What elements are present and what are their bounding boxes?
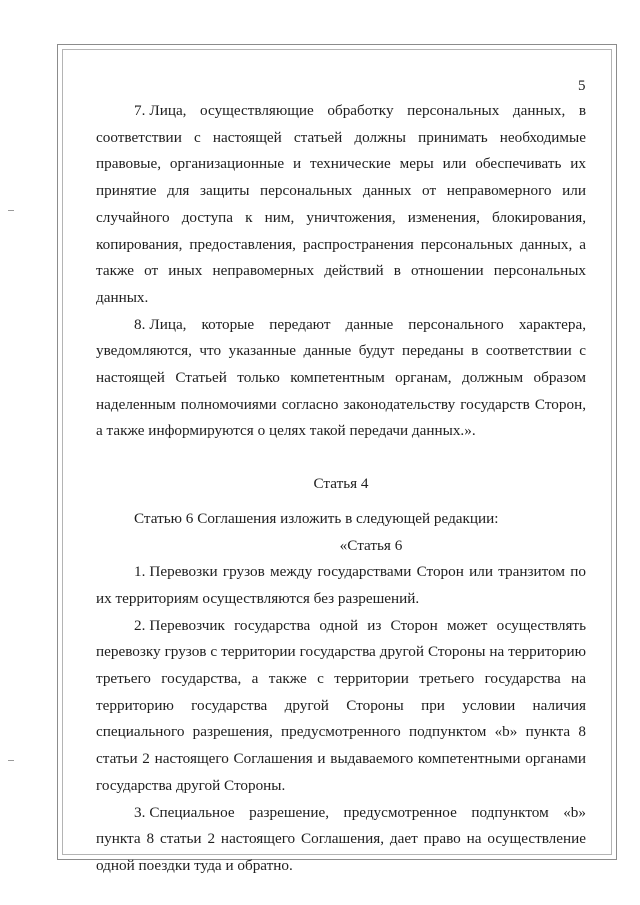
paragraph-text: Лица, которые передают данные персонального характера, уведомляются, что указанные данные будут переданы в соответствии с настоящей Статьей только компетентным органам, должным образом наделенным полномочиями согласно законодательству государств Сторон, а также информируются о целях такой передачи данных.». bbox=[96, 315, 586, 440]
paragraph-7 bbox=[96, 98, 586, 312]
paragraph-text: Лица, осуществляющие обработку персональных данных, в соответствии с настоящей статьей должны принимать необходимые правовые, организационные и технические меры или обеспечивать их принятие для защиты персональных данных от неправомерного или случайного доступа к ним, уничтожения, изменения, блокирования, копирования, предоставления, распространения персональных данных, а также от иных неправомерных действий в отношении персональных данных. bbox=[96, 102, 586, 306]
paragraph-text: Перевозки грузов между государствами Сторон или транзитом по их территориям осуществляются без разрешений. bbox=[96, 563, 586, 607]
scan-edge-mark bbox=[8, 760, 14, 761]
paragraph-number: 3. bbox=[134, 803, 146, 821]
document-body bbox=[96, 98, 586, 880]
page-number: 5 bbox=[578, 78, 586, 94]
scan-edge-mark bbox=[8, 210, 14, 211]
quoted-article-heading: «Статья 6 bbox=[339, 536, 403, 554]
paragraph-number: 2. bbox=[134, 616, 146, 634]
paragraph-3 bbox=[96, 800, 586, 880]
article-heading: Статья 4 bbox=[313, 475, 369, 493]
paragraph-1 bbox=[96, 559, 586, 612]
paragraph-number: 8. bbox=[134, 315, 146, 333]
paragraph-8 bbox=[96, 312, 586, 446]
paragraph-text: Специальное разрешение, предусмотренное подпунктом «b» пункта 8 статьи 2 настоящего Соглашения, дает право на осуществление одной поездки туда и обратно. bbox=[96, 803, 586, 874]
paragraph-number: 1. bbox=[134, 563, 146, 581]
article-intro: Статью 6 Соглашения изложить в следующей редакции: bbox=[134, 509, 499, 527]
paragraph-text: Перевозчик государства одной из Сторон может осуществлять перевозку грузов с территории государства другой Стороны на территорию третьего государства, а также с территории третьего государства на территорию государства другой Стороны при условии наличия специального разрешения, предусмотренного подпунктом «b» пункта 8 статьи 2 настоящего Соглашения и выдаваемого компетентными органами государства другой Стороны. bbox=[96, 616, 586, 794]
paragraph-2 bbox=[96, 613, 586, 800]
paragraph-number: 7. bbox=[134, 102, 146, 119]
